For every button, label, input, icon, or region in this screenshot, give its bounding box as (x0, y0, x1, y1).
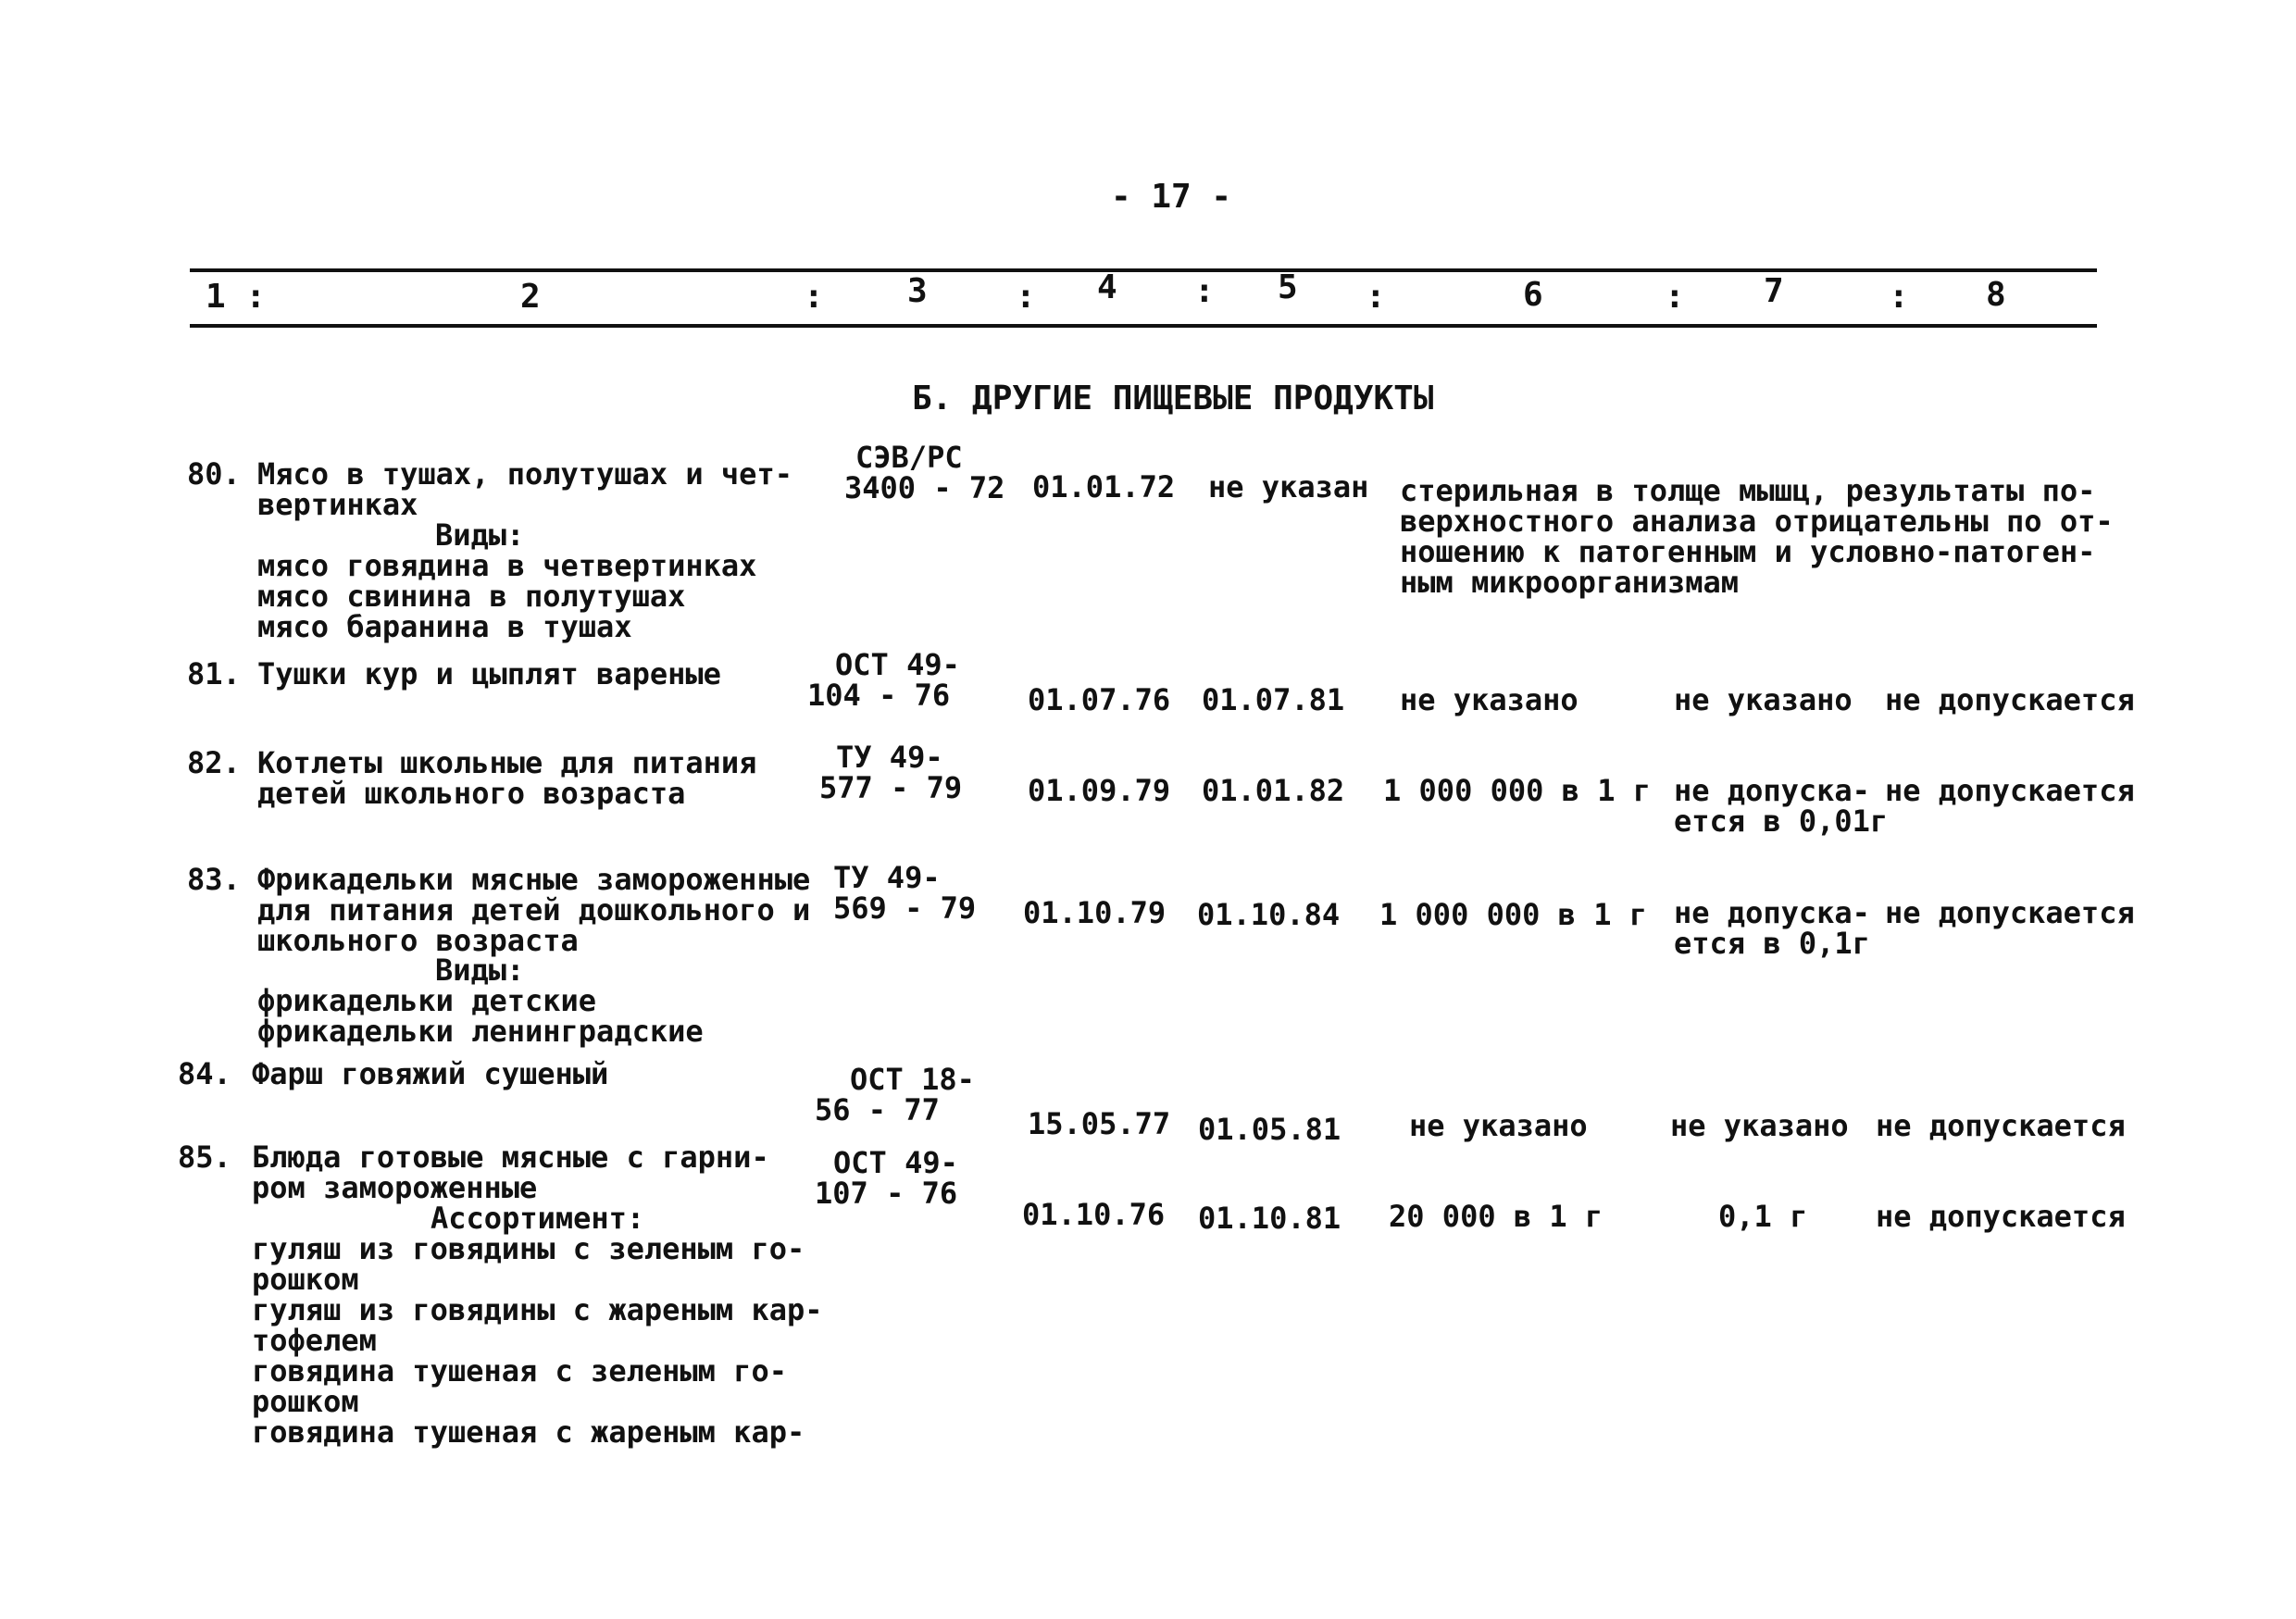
row-col6: не указано (1400, 682, 1578, 717)
row-date-from: 15.05.77 (1028, 1106, 1171, 1141)
row-date-to: 01.10.84 (1197, 897, 1341, 932)
row-date-to: не указан (1208, 469, 1369, 504)
row-sub-items: гуляш из говядины с зеленым го- рошком гуляш из говядины с жареным кар- тофелем говядина тушеная с зеленым го- рошком говядина тушеная с жареным кар- (252, 1231, 823, 1450)
row-date-from: 01.09.79 (1028, 773, 1171, 808)
row-sub-heading: Виды: (435, 953, 525, 988)
header-col-2: 2 (520, 278, 541, 316)
header-col-7: 7 (1764, 272, 1784, 310)
row-col7: не указано (1674, 682, 1853, 717)
row-col6: 1 000 000 в 1 г (1383, 773, 1651, 808)
row-sub-items: фрикадельки детские фрикадельки ленинградские (257, 983, 704, 1049)
row-doc: ТУ 49- 569 - 79 (833, 860, 977, 926)
header-bottom-rule (190, 324, 2097, 328)
row-date-from: 01.01.72 (1032, 469, 1176, 504)
row-doc: ОСТ 18- 56 - 77 (815, 1062, 975, 1127)
row-sub-items: мясо говядина в четвертинках мясо свинина в полутушах мясо баранина в тушах (257, 548, 757, 644)
row-name: Фарш говяжий сушеный (252, 1056, 609, 1091)
row-number: 80. (187, 456, 241, 492)
section-title: Б. ДРУГИЕ ПИЩЕВЫЕ ПРОДУКТЫ (912, 380, 1434, 417)
row-date-to: 01.05.81 (1198, 1112, 1341, 1147)
row-sub-heading: Ассортимент: (430, 1201, 645, 1236)
header-sep: : (1366, 278, 1386, 316)
row-col6: стерильная в толще мышц, результаты по- верхностного анализа отрицательны по от- ношению к патогенным и условно-патоген- ным микроорганизмам (1400, 473, 2114, 600)
row-col8: не допускается (1876, 1199, 2126, 1234)
header-col-6: 6 (1523, 276, 1543, 314)
row-date-from: 01.07.76 (1028, 682, 1171, 717)
row-name: Фрикадельки мясные замороженные для питания детей дошкольного и школьного возраста (257, 862, 811, 958)
header-sep: : (1665, 278, 1685, 316)
row-col7: не допуска- ется в 0,1г (1674, 895, 1870, 961)
row-doc: ТУ 49- 577 - 79 (819, 740, 963, 805)
row-name: Тушки кур и цыплят вареные (257, 656, 721, 691)
row-col8: не допускается (1885, 773, 2135, 808)
row-col6: не указано (1409, 1108, 1588, 1143)
header-sep: : (1889, 278, 1909, 316)
row-number: 84. (178, 1056, 231, 1091)
header-col-4: 4 (1097, 268, 1117, 306)
row-doc: ОСТ 49- 107 - 76 (815, 1145, 958, 1211)
row-date-from: 01.10.79 (1023, 895, 1167, 930)
row-name: Мясо в тушах, полутушах и чет- вертинках (257, 456, 792, 522)
row-date-to: 01.07.81 (1202, 682, 1345, 717)
row-number: 83. (187, 862, 241, 897)
header-sep: : (1016, 278, 1036, 316)
header-col-1: 1 : (206, 278, 267, 316)
row-doc: ОСТ 49- 104 - 76 (807, 647, 960, 713)
row-col8: не допускается (1885, 682, 2135, 717)
row-name: Котлеты школьные для питания детей школьного возраста (257, 745, 757, 811)
row-date-to: 01.10.81 (1198, 1201, 1341, 1236)
page-number: - 17 - (1111, 178, 1232, 216)
header-sep: : (1194, 272, 1215, 310)
header-top-rule (190, 268, 2097, 272)
row-col7: не указано (1670, 1108, 1849, 1143)
row-doc: СЭВ/РС 3400 - 72 (844, 440, 1005, 505)
row-number: 82. (187, 745, 241, 780)
row-name: Блюда готовые мясные с гарни- ром замороженные (252, 1140, 769, 1205)
row-date-from: 01.10.76 (1022, 1197, 1166, 1232)
header-col-5: 5 (1278, 268, 1298, 306)
row-number: 85. (178, 1140, 231, 1175)
row-date-to: 01.01.82 (1202, 773, 1345, 808)
row-col8: не допускается (1876, 1108, 2126, 1143)
row-col8: не допускается (1885, 895, 2135, 930)
row-sub-heading: Виды: (435, 517, 525, 553)
row-col6: 20 000 в 1 г (1389, 1199, 1603, 1234)
row-number: 81. (187, 656, 241, 691)
row-col7: не допуска- ется в 0,01г (1674, 773, 1889, 839)
header-sep: : (804, 278, 824, 316)
header-col-8: 8 (1986, 276, 2006, 314)
row-col6: 1 000 000 в 1 г (1379, 897, 1647, 932)
header-col-3: 3 (907, 272, 928, 310)
row-col7: 0,1 г (1718, 1199, 1808, 1234)
